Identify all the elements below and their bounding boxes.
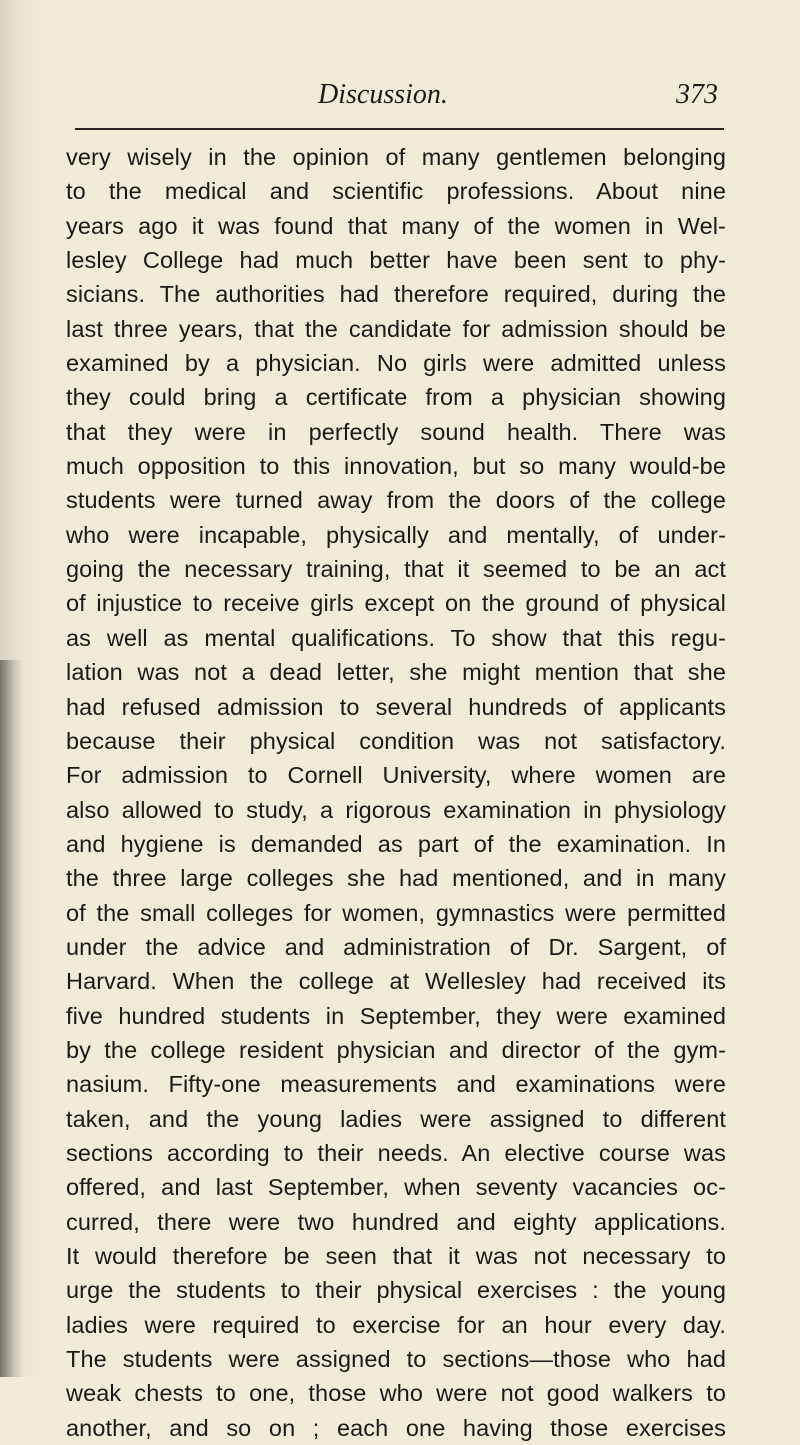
running-head bbox=[0, 78, 800, 118]
text-line: taken, and the young ladies were assigned to different bbox=[66, 1105, 726, 1132]
text-line: another, and so on ; each one having those exercises bbox=[66, 1414, 726, 1441]
text-line: curred, there were two hundred and eighty applications. bbox=[66, 1208, 726, 1235]
text-line: also allowed to study, a rigorous examination in physiology bbox=[66, 796, 726, 823]
text-line: sicians. The authorities had therefore required, during the bbox=[66, 281, 726, 308]
binding-shadow bbox=[0, 660, 24, 1377]
text-line: by the college resident physician and director of the gym- bbox=[66, 1036, 726, 1063]
text-line: very wisely in the opinion of many gentlemen belonging bbox=[66, 144, 726, 170]
text-line: of the small colleges for women, gymnastics were permitted bbox=[66, 899, 726, 926]
text-line: as well as mental qualifications. To show that this regu- bbox=[66, 624, 726, 651]
text-line: weak chests to one, those who were not good walkers to bbox=[66, 1380, 726, 1407]
body-text bbox=[66, 140, 726, 1445]
text-line: students were turned away from the doors of the college bbox=[66, 487, 726, 514]
text-line: last three years, that the candidate for admission should be bbox=[66, 315, 726, 342]
text-line: lation was not a dead letter, she might mention that she bbox=[66, 659, 726, 686]
text-line: the three large colleges she had mentioned, and in many bbox=[66, 865, 726, 892]
text-line: offered, and last September, when seventy vacancies oc- bbox=[66, 1174, 726, 1201]
text-line: of injustice to receive girls except on the ground of physical bbox=[66, 590, 726, 617]
text-line: because their physical condition was not satisfactory. bbox=[66, 727, 726, 754]
text-line: lesley College had much better have been sent to phy- bbox=[66, 247, 726, 274]
text-line: they could bring a certificate from a physician showing bbox=[66, 384, 726, 411]
page-number: 373 bbox=[676, 79, 718, 110]
text-line: that they were in perfectly sound health. There was bbox=[66, 418, 726, 445]
text-line: five hundred students in September, they were examined bbox=[66, 1002, 726, 1029]
text-line: For admission to Cornell University, where women are bbox=[66, 762, 726, 789]
text-line: much opposition to this innovation, but so many would-be bbox=[66, 453, 726, 480]
text-line: ladies were required to exercise for an hour every day. bbox=[66, 1311, 726, 1338]
text-line: had refused admission to several hundreds of applicants bbox=[66, 693, 726, 720]
text-line: years ago it was found that many of the women in Wel- bbox=[66, 212, 726, 239]
text-line: and hygiene is demanded as part of the examination. In bbox=[66, 830, 726, 857]
text-line: sections according to their needs. An elective course was bbox=[66, 1139, 726, 1166]
text-line: under the advice and administration of Dr. Sargent, of bbox=[66, 933, 726, 960]
text-line: The students were assigned to sections—those who had bbox=[66, 1346, 726, 1373]
text-line: Harvard. When the college at Wellesley had received its bbox=[66, 968, 726, 995]
header-rule bbox=[75, 128, 724, 130]
text-line: examined by a physician. No girls were admitted unless bbox=[66, 350, 726, 377]
text-line: going the necessary training, that it seemed to be an act bbox=[66, 556, 726, 583]
text-line: who were incapable, physically and mentally, of under- bbox=[66, 521, 726, 548]
text-line: urge the students to their physical exercises : the young bbox=[66, 1277, 726, 1304]
text-line: nasium. Fifty-one measurements and examinations were bbox=[66, 1071, 726, 1098]
running-title: Discussion. bbox=[318, 79, 448, 110]
text-line: It would therefore be seen that it was not necessary to bbox=[66, 1243, 726, 1269]
text-line: to the medical and scientific professions. About nine bbox=[66, 178, 726, 205]
